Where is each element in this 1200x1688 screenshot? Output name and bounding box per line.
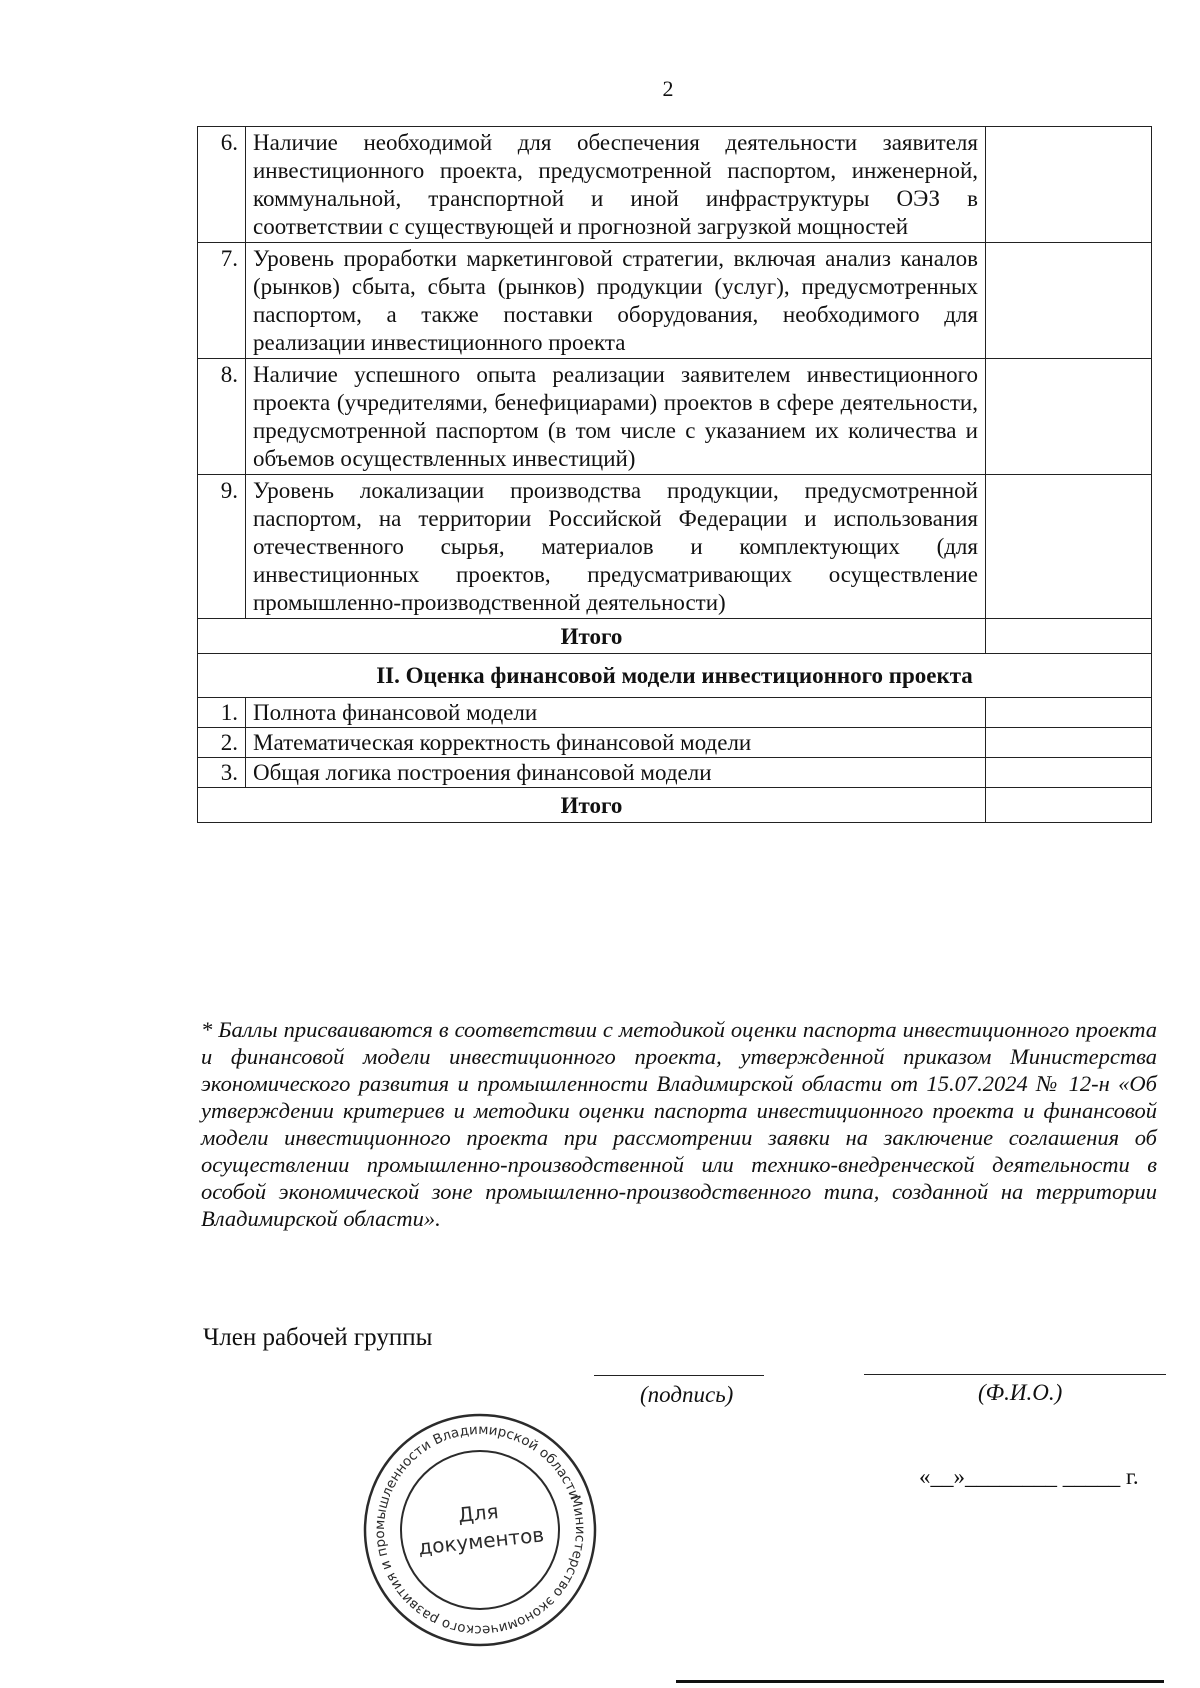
signature-role: Член рабочей группы bbox=[203, 1324, 433, 1351]
score-cell[interactable] bbox=[986, 475, 1152, 619]
table-row bbox=[198, 475, 1152, 619]
stamp bbox=[360, 1410, 600, 1650]
score-cell[interactable] bbox=[986, 127, 1152, 243]
row-number: 7. bbox=[198, 243, 246, 359]
section-header-row bbox=[198, 654, 1152, 698]
total-label: Итого bbox=[198, 788, 986, 823]
signature-line[interactable] bbox=[594, 1375, 764, 1376]
criterion-text: Уровень локализации производства продукции, предусмотренной паспортом, на территории Российской Федерации и использования отечественного сырья, материалов и комплектующих (для инвестиционных проектов, предусматривающих осуществление промышленно-производственной деятельности) bbox=[246, 475, 986, 619]
row-number: 1. bbox=[198, 698, 246, 728]
signature-caption: (подпись) bbox=[640, 1382, 734, 1407]
bottom-rule bbox=[676, 1680, 1164, 1683]
section-title: II. Оценка финансовой модели инвестиционного проекта bbox=[198, 654, 1152, 698]
date-field[interactable]: «__»________ _____ г. bbox=[919, 1464, 1139, 1489]
row-number: 6. bbox=[198, 127, 246, 243]
row-number: 3. bbox=[198, 758, 246, 788]
table-row bbox=[198, 359, 1152, 475]
total-row bbox=[198, 619, 1152, 654]
score-cell[interactable] bbox=[986, 758, 1152, 788]
table-row bbox=[198, 127, 1152, 243]
stamp-center-line1: Для bbox=[456, 1499, 500, 1528]
criterion-text: Полнота финансовой модели bbox=[246, 698, 986, 728]
criterion-text: Наличие необходимой для обеспечения деятельности заявителя инвестиционного проекта, предусмотренной паспортом, инженерной, коммунальной, транспортной и иной инфраструктуры ОЭЗ в соответствии с существующей и прогнозной загрузкой мощностей bbox=[246, 127, 986, 243]
total-score-cell[interactable] bbox=[986, 619, 1152, 654]
score-cell[interactable] bbox=[986, 728, 1152, 758]
table-row bbox=[198, 728, 1152, 758]
row-number: 2. bbox=[198, 728, 246, 758]
criterion-text: Наличие успешного опыта реализации заявителем инвестиционного проекта (учредителями, бенефициарами) проектов в сфере деятельности, предусмотренной паспортом (в том числе с указанием их количества и объемов осуществленных инвестиций) bbox=[246, 359, 986, 475]
page-number: 2 bbox=[662, 76, 674, 101]
evaluation-table bbox=[197, 126, 1152, 823]
total-row bbox=[198, 788, 1152, 823]
total-score-cell[interactable] bbox=[986, 788, 1152, 823]
table-row bbox=[198, 243, 1152, 359]
criterion-text: Математическая корректность финансовой модели bbox=[246, 728, 986, 758]
stamp-center-line2: документов bbox=[417, 1522, 546, 1560]
row-number: 8. bbox=[198, 359, 246, 475]
table-row bbox=[198, 758, 1152, 788]
criterion-text: Общая логика построения финансовой модели bbox=[246, 758, 986, 788]
criterion-text: Уровень проработки маркетинговой стратегии, включая анализ каналов (рынков) сбыта, сбыта (рынков) продукции (услуг), предусмотренных паспортом, а также поставки оборудования, необходимого для реализации инвестиционного проекта bbox=[246, 243, 986, 359]
name-caption: (Ф.И.О.) bbox=[978, 1380, 1063, 1405]
row-number: 9. bbox=[198, 475, 246, 619]
name-line[interactable] bbox=[864, 1374, 1166, 1375]
score-cell[interactable] bbox=[986, 359, 1152, 475]
table-row bbox=[198, 698, 1152, 728]
total-label: Итого bbox=[198, 619, 986, 654]
stamp-ring-text: Министерство экономического развития и промышленности Владимирской области bbox=[371, 1421, 589, 1639]
score-cell[interactable] bbox=[986, 698, 1152, 728]
footnote: * Баллы присваиваются в соответствии с методикой оценки паспорта инвестиционного проекта и финансовой модели инвестиционного проекта, утвержденной приказом Министерства экономического развития и промышленности Владимирской области от 15.07.2024 № 12-н «Об утверждении критериев и методики оценки паспорта инвестиционного проекта и финансовой модели инвестиционного проекта при рассмотрении заявки на заключение соглашения об осуществлении промышленно-производственной или технико-внедренческой деятельности в особой экономической зоне промышленно-производственного типа, созданной на территории Владимирской области». bbox=[201, 1017, 1157, 1231]
score-cell[interactable] bbox=[986, 243, 1152, 359]
